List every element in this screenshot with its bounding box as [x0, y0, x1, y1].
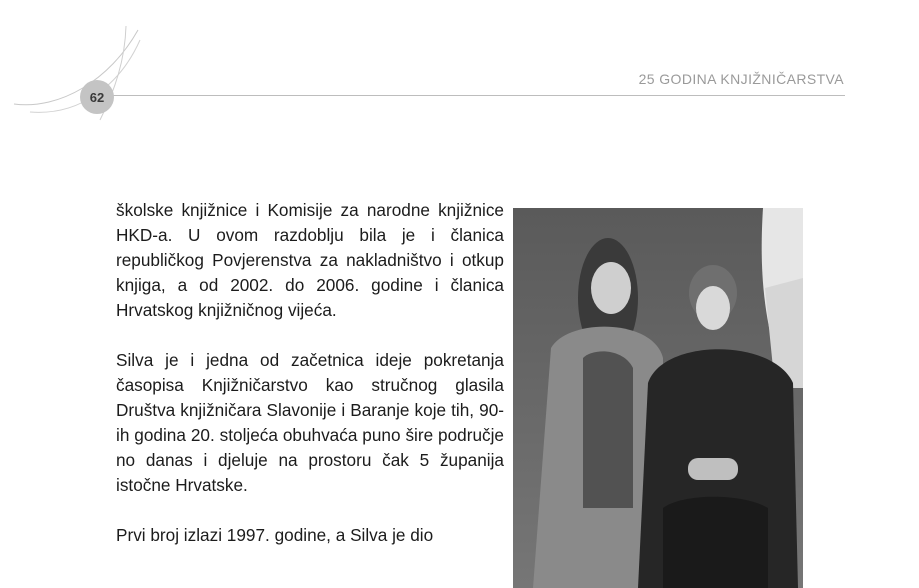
paragraph: Silva je i jedna od začetnica ideje pokretanja časopisa Knjižničarstvo kao stručnog glasila Društva knjižničara Slavonije i Baranje koje tih, 90-ih godina 20. stoljeća obuhvaća puno šire područje no danas i djeluje na prostoru čak 5 županija istočne Hrvatske. — [116, 350, 504, 495]
paragraph: školske knjižnice i Komisije za narodne knjižnice HKD-a. U ovom razdoblju bila je i članica republičkog Povjerenstva za nakladništvo i otkup knjiga, a od 2002. do 2006. godine i članica Hrvatskog knjižničnog vijeća. — [116, 200, 504, 320]
page-number-badge: 62 — [80, 80, 114, 114]
running-title: 25 GODINA KNJIŽNIČARSTVA — [638, 71, 844, 87]
photo-two-women-icon — [513, 208, 803, 588]
header-rule — [105, 95, 845, 96]
body-text — [116, 198, 504, 573]
paragraph: Prvi broj izlazi 1997. godine, a Silva je dio — [116, 525, 434, 545]
